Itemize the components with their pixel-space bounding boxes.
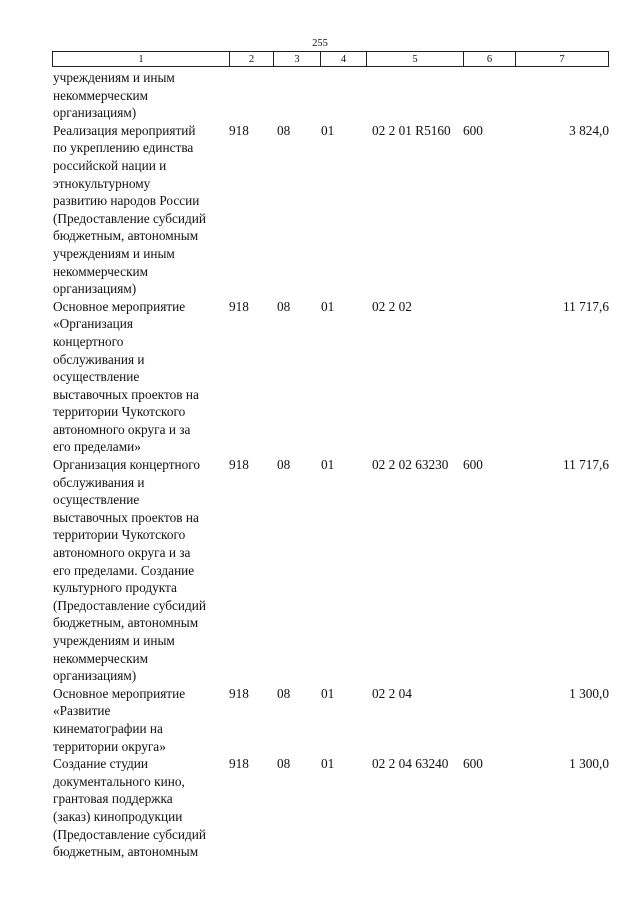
row-code-2: 918 <box>229 685 249 701</box>
row-name: Основное мероприятие «Развитие кинематографии на территории округа» <box>53 685 186 754</box>
header-col-5: 5 <box>366 51 463 67</box>
row-code-4: 01 <box>321 298 335 314</box>
row-code-3: 08 <box>277 298 291 314</box>
row-code-6 <box>463 685 515 755</box>
row-amount: 1 300,0 <box>569 756 609 772</box>
header-col-6: 6 <box>463 51 515 67</box>
row-code-2 <box>229 69 273 122</box>
header-col-4: 4 <box>320 51 366 67</box>
table-row <box>52 298 609 456</box>
header-col-7: 7 <box>515 51 609 67</box>
row-code-4: 01 <box>321 756 335 772</box>
row-code-2: 918 <box>229 457 249 473</box>
row-code-5: 02 2 02 63230 <box>372 457 449 473</box>
row-code-5: 02 2 04 <box>372 685 412 701</box>
row-name: Организация концертного обслуживания и осуществление выставочных проектов на территории Чукотского автономного округа и за его пределами. Создание культурного продукта (Предоставление субсидий бюджетным, автономным учреждениям и иным некоммерческим организациям) <box>53 457 207 684</box>
row-code-5: 02 2 04 63240 <box>372 756 449 772</box>
table-row <box>52 122 609 298</box>
row-code-4: 01 <box>321 122 335 138</box>
row-code-3: 08 <box>277 457 291 473</box>
row-amount: 11 717,6 <box>562 298 609 314</box>
table-row <box>52 755 609 861</box>
row-amount: 1 300,0 <box>569 685 609 701</box>
row-code-6: 600 <box>463 756 483 772</box>
header-col-2: 2 <box>229 51 273 67</box>
row-amount: 11 717,6 <box>562 457 609 473</box>
row-amount <box>515 69 609 122</box>
table-row <box>52 456 609 685</box>
row-name: Создание студии документального кино, грантовая поддержка (заказ) кинопродукции (Предоставление субсидий бюджетным, автономным <box>53 756 207 860</box>
row-code-6 <box>463 298 515 456</box>
row-amount: 3 824,0 <box>569 122 609 138</box>
row-code-3 <box>273 69 320 122</box>
row-name: Реализация мероприятий по укреплению единства российской нации и этнокультурному развитию народов России (Предоставление субсидий бюджетным, автономным учреждениям и иным некоммерческим организациям) <box>53 122 207 297</box>
row-code-3: 08 <box>277 122 291 138</box>
row-code-5: 02 2 01 R5160 <box>372 122 451 138</box>
table-header <box>52 51 609 67</box>
row-code-4 <box>320 69 366 122</box>
row-code-6 <box>463 69 515 122</box>
row-code-3: 08 <box>277 756 291 772</box>
row-code-4: 01 <box>321 457 335 473</box>
row-code-4: 01 <box>321 685 335 701</box>
table-row <box>52 69 609 122</box>
row-code-2: 918 <box>229 298 249 314</box>
row-code-6: 600 <box>463 457 483 473</box>
page-number: 255 <box>312 38 328 49</box>
row-name: Основное мероприятие «Организация концертного обслуживания и осуществление выставочных проектов на территории Чукотского автономного округа и за его пределами» <box>53 298 199 455</box>
row-code-5 <box>366 69 463 122</box>
row-code-5: 02 2 02 <box>372 298 412 314</box>
row-code-6: 600 <box>463 122 483 138</box>
row-code-2: 918 <box>229 122 249 138</box>
row-name: учреждениям и иным некоммерческим организациям) <box>53 70 175 121</box>
table-body <box>52 69 609 861</box>
table-row <box>52 685 609 755</box>
header-col-3: 3 <box>273 51 320 67</box>
row-code-2: 918 <box>229 756 249 772</box>
header-col-1: 1 <box>52 51 229 67</box>
row-code-3: 08 <box>277 685 291 701</box>
